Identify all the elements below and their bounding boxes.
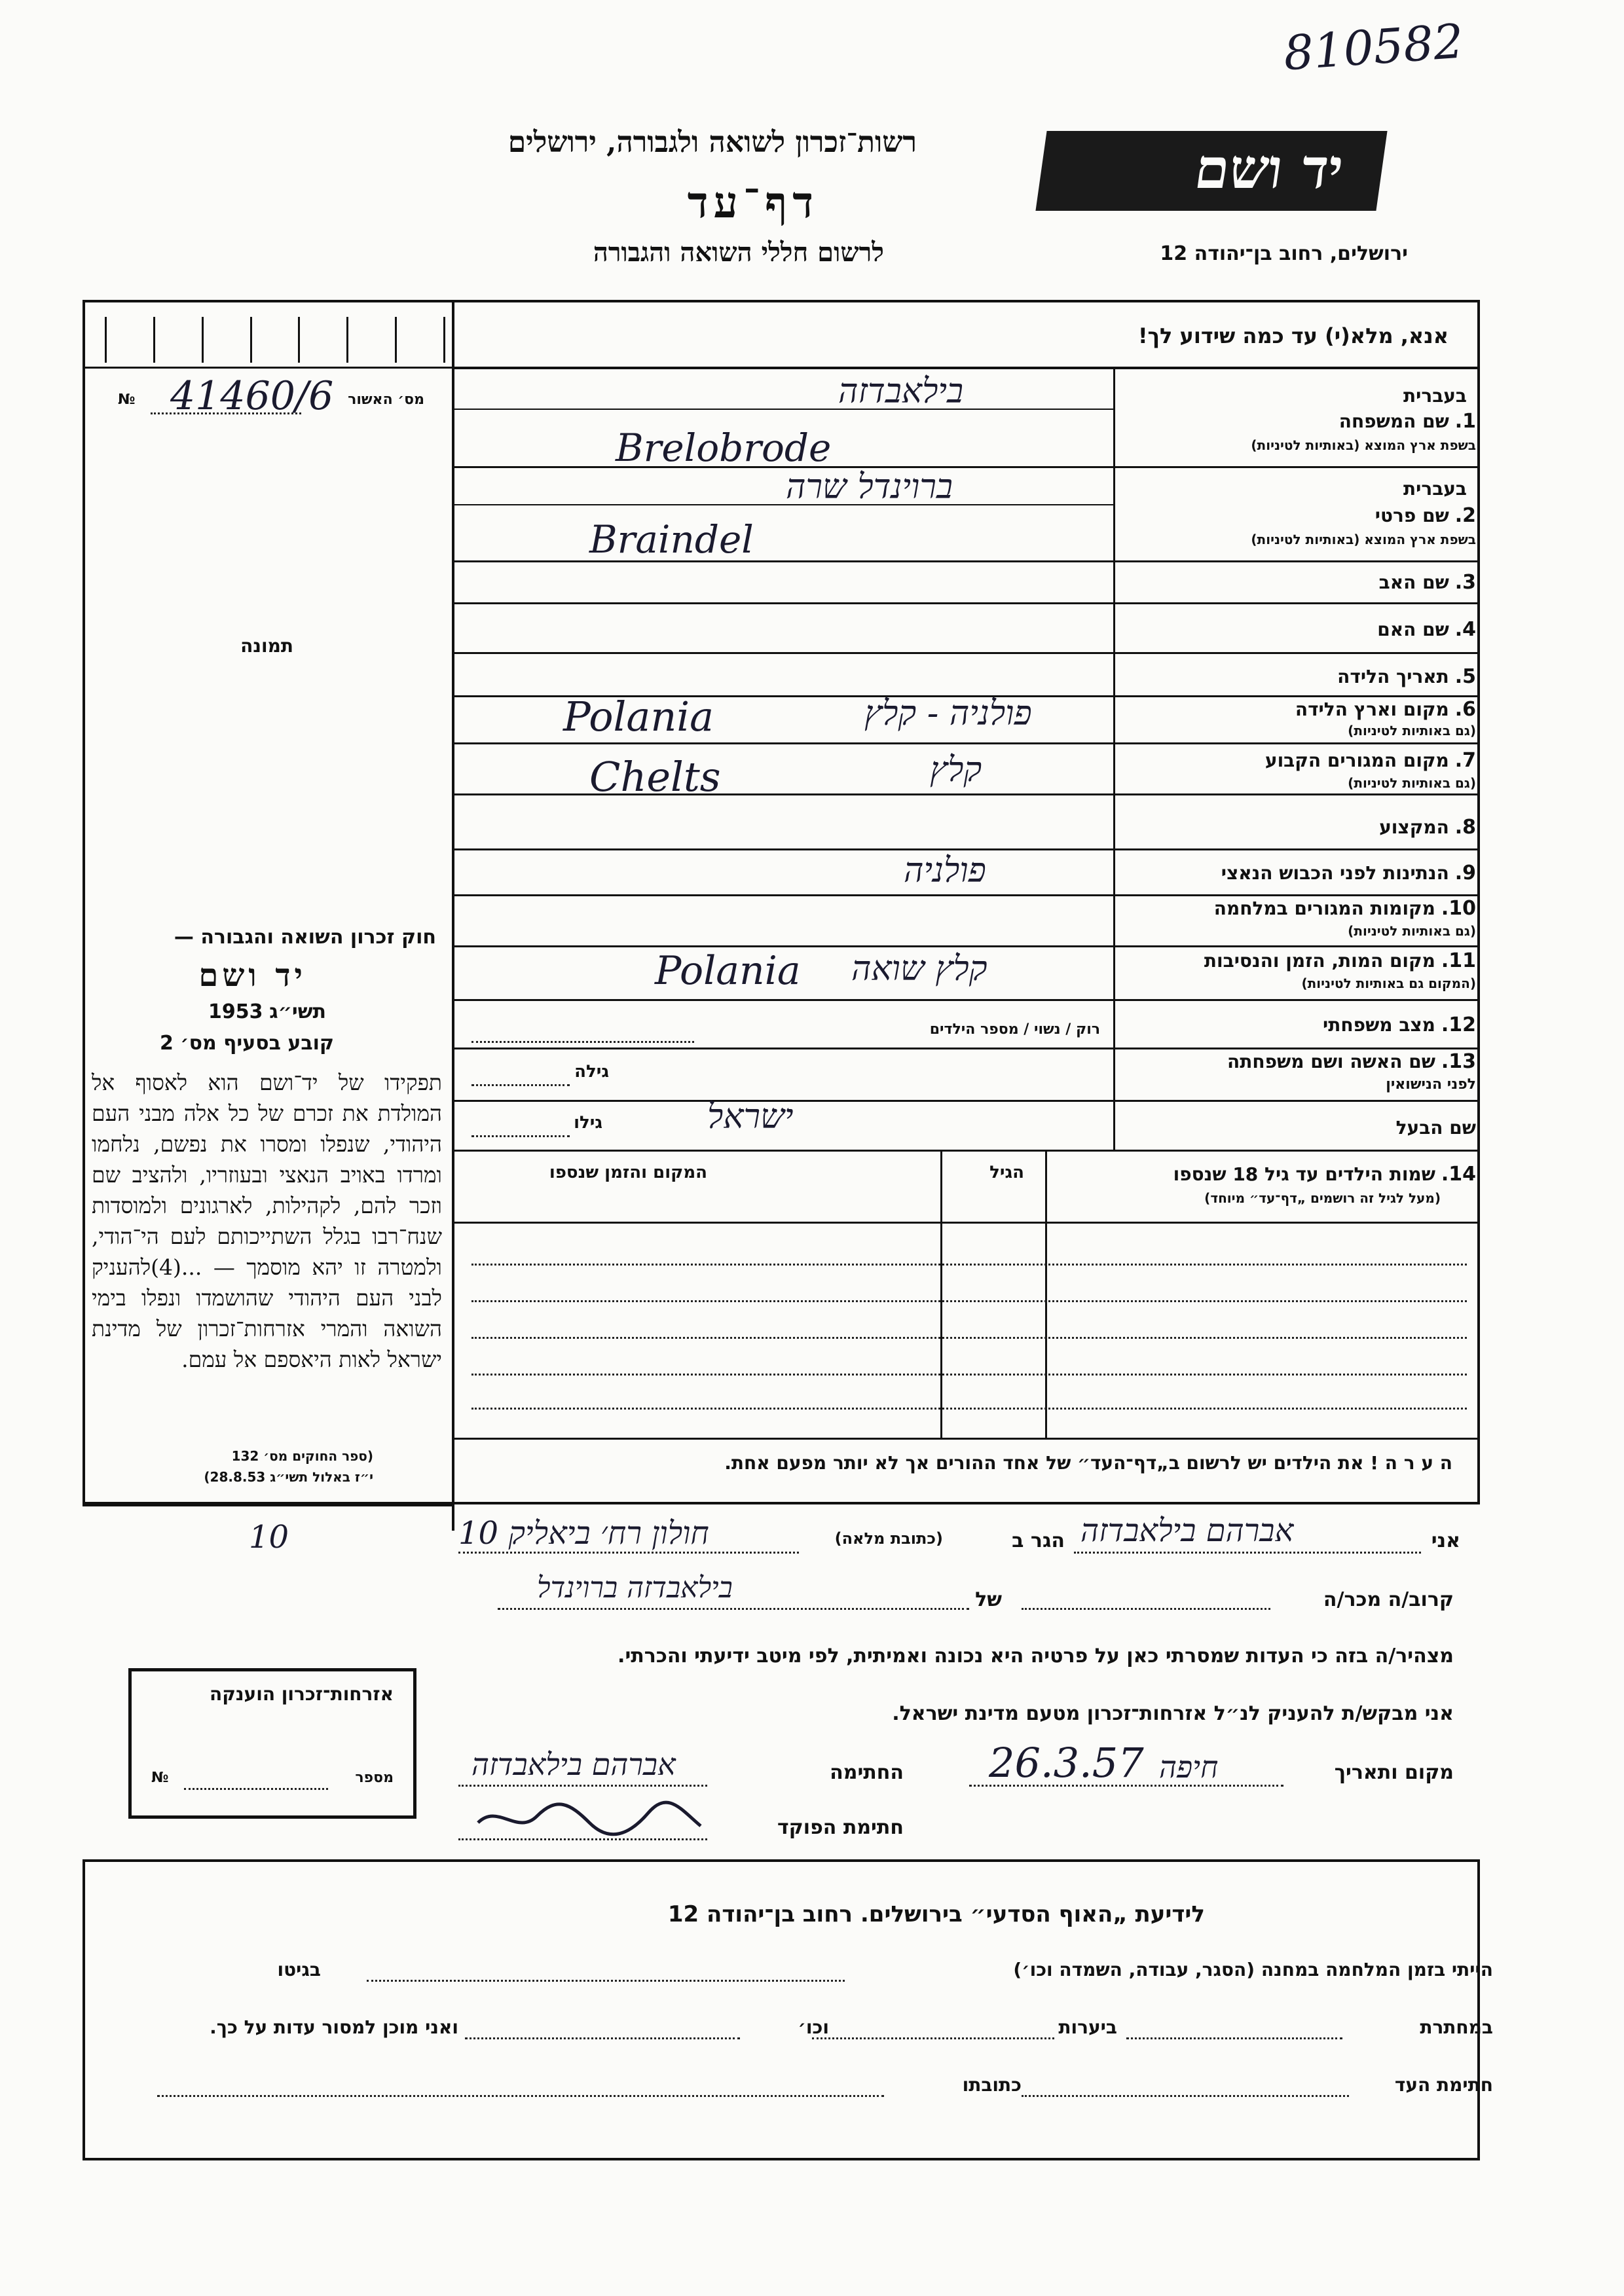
declarant-address-value: חולון רח׳ ביאליק 10 bbox=[458, 1515, 709, 1552]
logo-text: יד ושם bbox=[1190, 136, 1348, 201]
receipt-label: מס׳ האשור bbox=[348, 392, 424, 408]
signature-label: החתימה bbox=[830, 1761, 904, 1784]
certificate-box bbox=[128, 1668, 416, 1819]
ghetto-label: בגיטו bbox=[277, 1959, 321, 1980]
field-2-label: שם פרטי bbox=[1375, 505, 1449, 526]
archive-number: 810582 bbox=[1282, 13, 1466, 81]
law-text: תפקידו של יד־ושם הוא לאסוף אל המולדת את זכרם של כל אלה מבני העם היהודי, שנפלו ומסרו את נפשם, נלחמו ומרדו באויב הנאצי ובעוזריו, ולהציב שם וזכר להם, לקהילות, לארגונים ולמוסדות שנח־רבו בגלל השתייכותם לעם הי־הודי, ולמטרה זו יהא מוסמך — ...(4)להעניק לבני העם היהודי שהושמדו ונפלו בימי השואה והמרי אזרחות־זכרון של מדינת ישראל לאות היאספם אל עמם. bbox=[92, 1070, 442, 1372]
given-hebrew-value: ברוינדל שרה bbox=[786, 467, 953, 507]
surname-hebrew-value: בילאבדזה bbox=[838, 372, 964, 411]
receipt-tally bbox=[105, 317, 445, 363]
declaration-i-label: אני bbox=[1431, 1529, 1460, 1552]
officer-signature-label: חתימת הפוקד bbox=[777, 1816, 904, 1839]
field-8-label: המקצוע bbox=[1379, 816, 1449, 838]
instruction: אנא, מלא(י) עד כמה שידוע לך! bbox=[1137, 323, 1449, 348]
address-note: (כתובת מלאה) bbox=[834, 1529, 943, 1548]
forest-label: ביערות bbox=[1058, 2016, 1117, 2038]
field-1-label: שם המשפחה bbox=[1338, 410, 1449, 432]
field-9-num: 9. bbox=[1454, 862, 1476, 884]
field-14-num: 14. bbox=[1441, 1163, 1476, 1186]
certificate-no: № bbox=[151, 1770, 169, 1786]
death-place-hebrew-value: קלץ שואה bbox=[851, 949, 987, 989]
field-1-num: 1. bbox=[1454, 410, 1476, 433]
sidebar-divider bbox=[452, 300, 454, 1531]
remark: ה ע ר ה ! את הילדים יש לרשום ב„דף־העד״ של אחד ההורים אך לא יותר מפעם אחת. bbox=[724, 1452, 1452, 1474]
field-11-num: 11. bbox=[1441, 949, 1476, 972]
death-place-latin-value: Polania bbox=[655, 948, 801, 994]
address: ירושלים, רחוב בן־יהודה 12 bbox=[1160, 242, 1408, 265]
receipt-no-label: № bbox=[118, 392, 136, 408]
law-year-hebrew: תשי״ג bbox=[269, 1000, 326, 1023]
resides-label: הגר ב bbox=[1012, 1529, 1065, 1552]
foreign-note-2: בשפת ארץ המוצא (באותיות לטיניות) bbox=[1251, 532, 1476, 547]
margin-note: 10 bbox=[249, 1519, 289, 1556]
certificate-number-label: מספר bbox=[355, 1770, 394, 1786]
place-value: חיפה bbox=[1159, 1749, 1219, 1785]
field-9-label: הנתינות לפני הכבוש הנאצי bbox=[1221, 862, 1449, 884]
request: אני מבקש/ת להעניק לנ״ל אזרחות־זכרון מטעם מדינת ישראל. bbox=[892, 1702, 1454, 1725]
birthplace-hebrew-value: פולניה - קלץ bbox=[864, 694, 1032, 733]
residence-hebrew-value: קלץ bbox=[930, 750, 982, 790]
citizenship-value: פולניה bbox=[904, 851, 986, 890]
field-13-label: שם האשה ושם משפחתה bbox=[1227, 1051, 1435, 1072]
statement: מצהיר/ה בזה כי העדות שמסרתי כאן על פרטיה היא נכונה ואמיתית, לפי מיטב ידיעתי והכרתי. bbox=[618, 1645, 1454, 1667]
field-14-label: שמות הילדים עד גיל 18 שנספו bbox=[1173, 1163, 1435, 1185]
field-2-num: 2. bbox=[1454, 504, 1476, 527]
field-3-label: שם האב bbox=[1378, 572, 1449, 593]
field-10-label: מקומות המגורים במלחמה bbox=[1213, 898, 1435, 919]
of-label: של bbox=[975, 1588, 1002, 1611]
field-8-num: 8. bbox=[1454, 816, 1476, 839]
field-10-num: 10. bbox=[1441, 897, 1476, 920]
col-age: הגיל bbox=[989, 1163, 1024, 1182]
husband-label: שם הבעל bbox=[1395, 1117, 1476, 1139]
ready-label: ואני מוכן למסור עדות על כך. bbox=[210, 2016, 458, 2038]
residence-latin-value: Chelts bbox=[589, 753, 721, 801]
surname-latin-value: Brelobrode bbox=[616, 426, 832, 470]
certificate-title: אזרחות־זכרון הוענקה bbox=[210, 1683, 394, 1705]
underground-label: במחתרת bbox=[1420, 2016, 1493, 2038]
children-note: (מעל לגיל זה רושמים „דף־עד״ מיוחד) bbox=[1204, 1190, 1441, 1206]
field-5-label: תאריך הלידה bbox=[1337, 666, 1449, 687]
age-label: גילה bbox=[574, 1062, 609, 1082]
field-3-num: 3. bbox=[1454, 571, 1476, 594]
org-name: רשות־זכרון לשואה ולגבורה, ירושלים bbox=[507, 126, 917, 159]
declarant-signature: אברהם בילאבדזה bbox=[471, 1747, 676, 1782]
latin-note-6: (גם באותיות לטיניות) bbox=[1348, 723, 1476, 738]
gazette-ref: (ספר החוקים מס׳ 132 bbox=[231, 1448, 373, 1464]
law-title: חוק זכרון השואה והגבורה — bbox=[174, 926, 436, 949]
birthplace-latin-value: Polania bbox=[563, 693, 714, 740]
relation-to-value: בילאבדזה ברוינדל bbox=[537, 1571, 733, 1605]
witness-address-label: כתובתו bbox=[962, 2074, 1022, 2096]
yad-vashem-logo bbox=[1035, 131, 1387, 211]
field-4-num: 4. bbox=[1454, 618, 1476, 641]
law-name: יד ושם bbox=[198, 957, 306, 994]
date-value: 26.3.57 bbox=[989, 1739, 1144, 1787]
form-subtitle: לרשום חללי השואה והגבורה bbox=[593, 237, 884, 268]
husband-name-value: ישראל bbox=[707, 1097, 794, 1137]
marital-options: רוק / נשוי / מספר הילדים bbox=[929, 1021, 1100, 1038]
law-year: 1953 bbox=[208, 1000, 263, 1023]
field-6-num: 6. bbox=[1454, 698, 1476, 721]
place-date-label: מקום ותאריך bbox=[1334, 1761, 1454, 1784]
footer-line1: הייתי בזמן המלחמה במחנה (הסגר, עבודה, השמדה וכו׳) bbox=[1013, 1959, 1493, 1980]
husband-age-label: גילו bbox=[574, 1113, 602, 1133]
officer-signature bbox=[471, 1796, 707, 1842]
field-7-num: 7. bbox=[1454, 749, 1476, 772]
declarant-name-value: אברהם בילאבדזה bbox=[1080, 1512, 1294, 1549]
etc-label: וכו׳ bbox=[798, 2016, 829, 2038]
relative-label: קרוב/ה מכר/ה bbox=[1323, 1588, 1454, 1611]
foreign-note-1: בשפת ארץ המוצא (באותיות לטיניות) bbox=[1251, 437, 1476, 453]
field-7-label: מקום המגורים הקבוע bbox=[1264, 750, 1449, 771]
footer-title: לידיעת „האוף הסדעי״ בירושלים. רחוב בן־יהודה 12 bbox=[667, 1901, 1205, 1927]
in-hebrew-2: בעברית bbox=[1403, 478, 1467, 500]
gazette-date: י״ז באלול תשי״ג 28.8.53) bbox=[204, 1469, 373, 1485]
field-4-label: שם האם bbox=[1377, 619, 1449, 640]
field-6-label: מקום וארץ הלידה bbox=[1295, 699, 1449, 720]
law-section: קובע בסעיף מס׳ 2 bbox=[159, 1032, 334, 1055]
col-place-time: המקום והזמן שנספו bbox=[549, 1163, 707, 1182]
latin-note-7: (גם באותיות לטיניות) bbox=[1348, 775, 1476, 791]
field-12-num: 12. bbox=[1441, 1013, 1476, 1036]
given-latin-value: Braindel bbox=[589, 517, 754, 562]
witness-signature-label: חתימת העד bbox=[1394, 2074, 1493, 2096]
in-hebrew-1: בעברית bbox=[1403, 385, 1467, 407]
form-title: דף־עד bbox=[687, 177, 819, 228]
field-11-note: (המקום גם באותיות לטיניות) bbox=[1301, 975, 1476, 991]
field-12-label: מצב משפחתי bbox=[1323, 1014, 1435, 1036]
field-13-num: 13. bbox=[1441, 1050, 1476, 1073]
latin-note-10: (גם באותיות לטיניות) bbox=[1348, 923, 1476, 939]
photo-label: תמונה bbox=[240, 635, 293, 657]
field-13-note: לפני הנישואין bbox=[1386, 1076, 1476, 1093]
field-5-num: 5. bbox=[1454, 665, 1476, 688]
field-11-label: מקום המות, הזמן והנסיבות bbox=[1204, 950, 1435, 972]
receipt-number: 41460/6 bbox=[170, 373, 334, 419]
